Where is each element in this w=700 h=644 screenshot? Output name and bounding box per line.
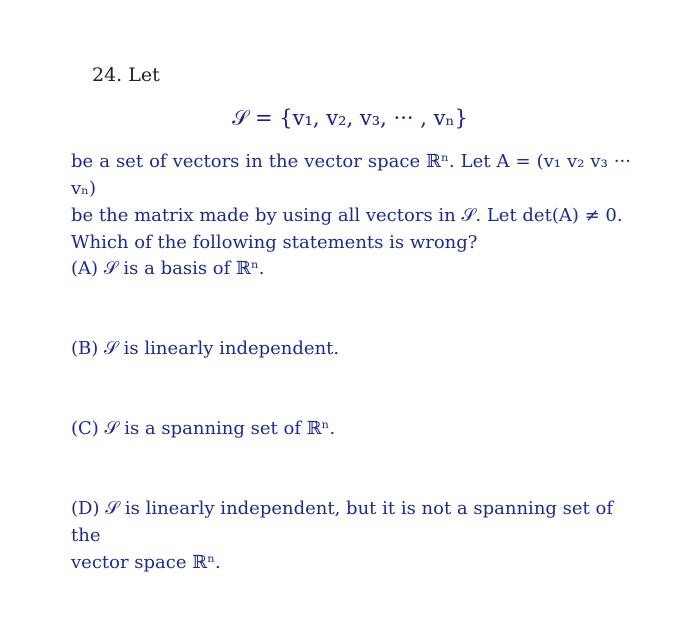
option-b[interactable]: (B) 𝒮 is linearly independent.	[71, 338, 340, 359]
option-d-line-1: (D) 𝒮 is linearly independent, but it is not a spanning set of the	[71, 498, 613, 546]
option-c[interactable]: (C) 𝒮 is a spanning set of ℝⁿ.	[71, 418, 336, 439]
option-d[interactable]	[71, 495, 631, 576]
stem-line-1: be a set of vectors in the vector space ℝⁿ. Let A = (v₁ v₂ v₃ ··· vₙ)	[71, 151, 631, 199]
option-d-line-2: vector space ℝⁿ.	[71, 552, 221, 573]
option-a[interactable]: (A) 𝒮 is a basis of ℝⁿ.	[71, 258, 265, 279]
stem-line-2: be the matrix made by using all vectors in 𝒮. Let det(A) ≠ 0.	[71, 205, 623, 226]
question-stem	[71, 148, 631, 256]
set-definition-equation: 𝒮 = {v₁, v₂, v₃, ··· , vₙ}	[232, 106, 468, 130]
question-number: 24. Let	[92, 64, 160, 86]
stem-line-3: Which of the following statements is wrong?	[71, 232, 478, 253]
